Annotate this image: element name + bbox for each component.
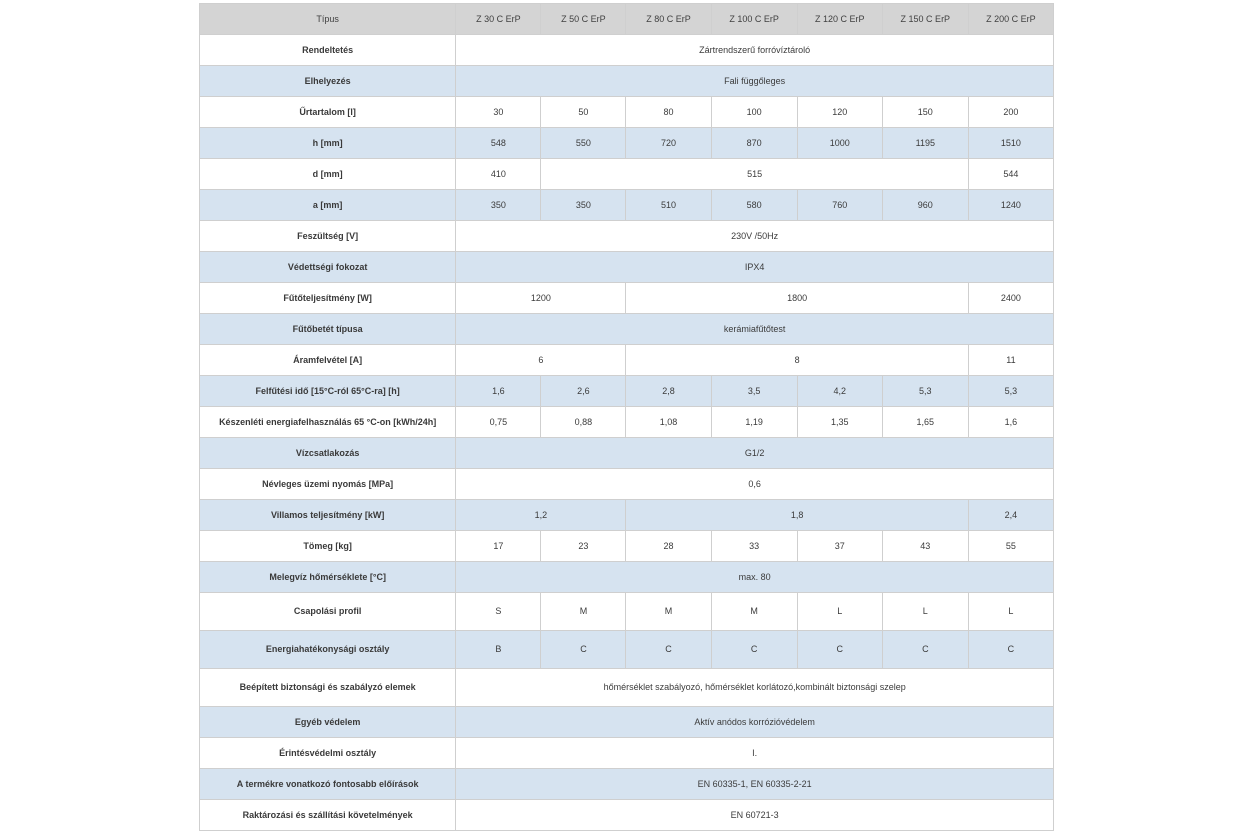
table-row	[200, 35, 1054, 66]
table-row	[200, 221, 1054, 252]
row-label: Beépített biztonsági és szabályzó elemek	[200, 669, 456, 707]
spec-value: L	[882, 593, 968, 631]
spec-value: EN 60721-3	[456, 800, 1054, 831]
table-row	[200, 407, 1054, 438]
row-label: Tömeg [kg]	[200, 531, 456, 562]
spec-value: 5,3	[882, 376, 968, 407]
spec-value: max. 80	[456, 562, 1054, 593]
row-label: Áramfelvétel [A]	[200, 345, 456, 376]
spec-value: 230V /50Hz	[456, 221, 1054, 252]
spec-value: Aktív anódos korrózióvédelem	[456, 707, 1054, 738]
spec-value: 510	[626, 190, 711, 221]
row-label: Fűtőteljesítmény [W]	[200, 283, 456, 314]
row-label: Űrtartalom [l]	[200, 97, 456, 128]
spec-value: 200	[968, 97, 1053, 128]
spec-body	[200, 35, 1054, 831]
spec-table	[199, 3, 1054, 831]
table-row	[200, 128, 1054, 159]
spec-value: I.	[456, 738, 1054, 769]
table-row	[200, 531, 1054, 562]
spec-value: 1,6	[968, 407, 1053, 438]
row-label: Rendeltetés	[200, 35, 456, 66]
spec-value: 8	[626, 345, 968, 376]
spec-value: 1,65	[882, 407, 968, 438]
model-header: Z 100 C ErP	[711, 4, 797, 35]
spec-value: 1200	[456, 283, 626, 314]
row-label: d [mm]	[200, 159, 456, 190]
spec-value: 11	[968, 345, 1053, 376]
row-label: Csapolási profil	[200, 593, 456, 631]
row-label: Készenléti energiafelhasználás 65 °C-on [kWh/24h]	[200, 407, 456, 438]
spec-value: C	[711, 631, 797, 669]
spec-value: 4,2	[797, 376, 882, 407]
model-header: Z 30 C ErP	[456, 4, 541, 35]
table-row	[200, 500, 1054, 531]
table-row	[200, 469, 1054, 500]
spec-value: M	[711, 593, 797, 631]
row-label: A termékre vonatkozó fontosabb előírások	[200, 769, 456, 800]
table-row	[200, 593, 1054, 631]
header-label: Típus	[200, 4, 456, 35]
spec-value: 350	[456, 190, 541, 221]
spec-value: M	[541, 593, 626, 631]
model-header: Z 200 C ErP	[968, 4, 1053, 35]
spec-value: 50	[541, 97, 626, 128]
spec-value: 6	[456, 345, 626, 376]
spec-value: 720	[626, 128, 711, 159]
spec-value: 1000	[797, 128, 882, 159]
spec-value: 0,6	[456, 469, 1054, 500]
spec-value: Zártrendszerű forróvíztároló	[456, 35, 1054, 66]
spec-value: 150	[882, 97, 968, 128]
spec-value: 1,19	[711, 407, 797, 438]
table-row	[200, 97, 1054, 128]
spec-value: L	[797, 593, 882, 631]
spec-value: 548	[456, 128, 541, 159]
table-row	[200, 738, 1054, 769]
spec-value: 1,08	[626, 407, 711, 438]
table-row	[200, 438, 1054, 469]
row-label: Felfűtési idő [15°C-ról 65°C-ra] [h]	[200, 376, 456, 407]
row-label: Melegvíz hőmérséklete [°C]	[200, 562, 456, 593]
spec-value: 33	[711, 531, 797, 562]
spec-value: C	[882, 631, 968, 669]
spec-value: 30	[456, 97, 541, 128]
row-label: Elhelyezés	[200, 66, 456, 97]
row-label: Raktározási és szállítási követelmények	[200, 800, 456, 831]
table-row	[200, 159, 1054, 190]
spec-value: G1/2	[456, 438, 1054, 469]
row-label: h [mm]	[200, 128, 456, 159]
row-label: Villamos teljesítmény [kW]	[200, 500, 456, 531]
spec-value: 43	[882, 531, 968, 562]
row-label: Feszültség [V]	[200, 221, 456, 252]
spec-value: 580	[711, 190, 797, 221]
model-header: Z 50 C ErP	[541, 4, 626, 35]
spec-value: 0,75	[456, 407, 541, 438]
table-row	[200, 800, 1054, 831]
spec-value: 55	[968, 531, 1053, 562]
row-label: Védettségi fokozat	[200, 252, 456, 283]
spec-value: B	[456, 631, 541, 669]
spec-value: 544	[968, 159, 1053, 190]
table-row	[200, 252, 1054, 283]
spec-value: 410	[456, 159, 541, 190]
table-row	[200, 669, 1054, 707]
row-label: a [mm]	[200, 190, 456, 221]
spec-value: Fali függőleges	[456, 66, 1054, 97]
spec-value: 2,8	[626, 376, 711, 407]
spec-value: C	[797, 631, 882, 669]
spec-value: 870	[711, 128, 797, 159]
table-row	[200, 314, 1054, 345]
spec-value: 1195	[882, 128, 968, 159]
spec-value: C	[626, 631, 711, 669]
spec-value: 2400	[968, 283, 1053, 314]
spec-value: 960	[882, 190, 968, 221]
spec-value: 2,4	[968, 500, 1053, 531]
spec-value: 120	[797, 97, 882, 128]
table-row	[200, 190, 1054, 221]
table-row	[200, 631, 1054, 669]
row-label: Vízcsatlakozás	[200, 438, 456, 469]
table-row	[200, 376, 1054, 407]
spec-value: 5,3	[968, 376, 1053, 407]
table-row	[200, 562, 1054, 593]
spec-value: 515	[541, 159, 968, 190]
model-header: Z 120 C ErP	[797, 4, 882, 35]
row-label: Egyéb védelem	[200, 707, 456, 738]
spec-value: L	[968, 593, 1053, 631]
spec-value: 1510	[968, 128, 1053, 159]
spec-value: 1240	[968, 190, 1053, 221]
spec-value: 80	[626, 97, 711, 128]
spec-value: 3,5	[711, 376, 797, 407]
spec-value: M	[626, 593, 711, 631]
spec-value: C	[541, 631, 626, 669]
spec-value: hőmérséklet szabályozó, hőmérséklet korlátozó,kombinált biztonsági szelep	[456, 669, 1054, 707]
spec-value: 17	[456, 531, 541, 562]
spec-value: EN 60335-1, EN 60335-2-21	[456, 769, 1054, 800]
spec-value: 23	[541, 531, 626, 562]
table-row	[200, 769, 1054, 800]
table-row	[200, 66, 1054, 97]
spec-value: C	[968, 631, 1053, 669]
model-header: Z 80 C ErP	[626, 4, 711, 35]
spec-value: 100	[711, 97, 797, 128]
spec-value: 0,88	[541, 407, 626, 438]
spec-value: 1,8	[626, 500, 968, 531]
spec-value: 2,6	[541, 376, 626, 407]
spec-value: 760	[797, 190, 882, 221]
header-row	[200, 4, 1054, 35]
spec-value: 1,2	[456, 500, 626, 531]
spec-value: 350	[541, 190, 626, 221]
spec-value: kerámiafűtőtest	[456, 314, 1054, 345]
spec-value: IPX4	[456, 252, 1054, 283]
spec-value: 550	[541, 128, 626, 159]
spec-value: 1800	[626, 283, 968, 314]
spec-value: 37	[797, 531, 882, 562]
spec-value: 1,6	[456, 376, 541, 407]
table-row	[200, 345, 1054, 376]
table-row	[200, 707, 1054, 738]
spec-value: 28	[626, 531, 711, 562]
row-label: Névleges üzemi nyomás [MPa]	[200, 469, 456, 500]
spec-value: S	[456, 593, 541, 631]
row-label: Érintésvédelmi osztály	[200, 738, 456, 769]
table-row	[200, 283, 1054, 314]
model-header: Z 150 C ErP	[882, 4, 968, 35]
row-label: Fűtőbetét típusa	[200, 314, 456, 345]
row-label: Energiahatékonysági osztály	[200, 631, 456, 669]
spec-value: 1,35	[797, 407, 882, 438]
